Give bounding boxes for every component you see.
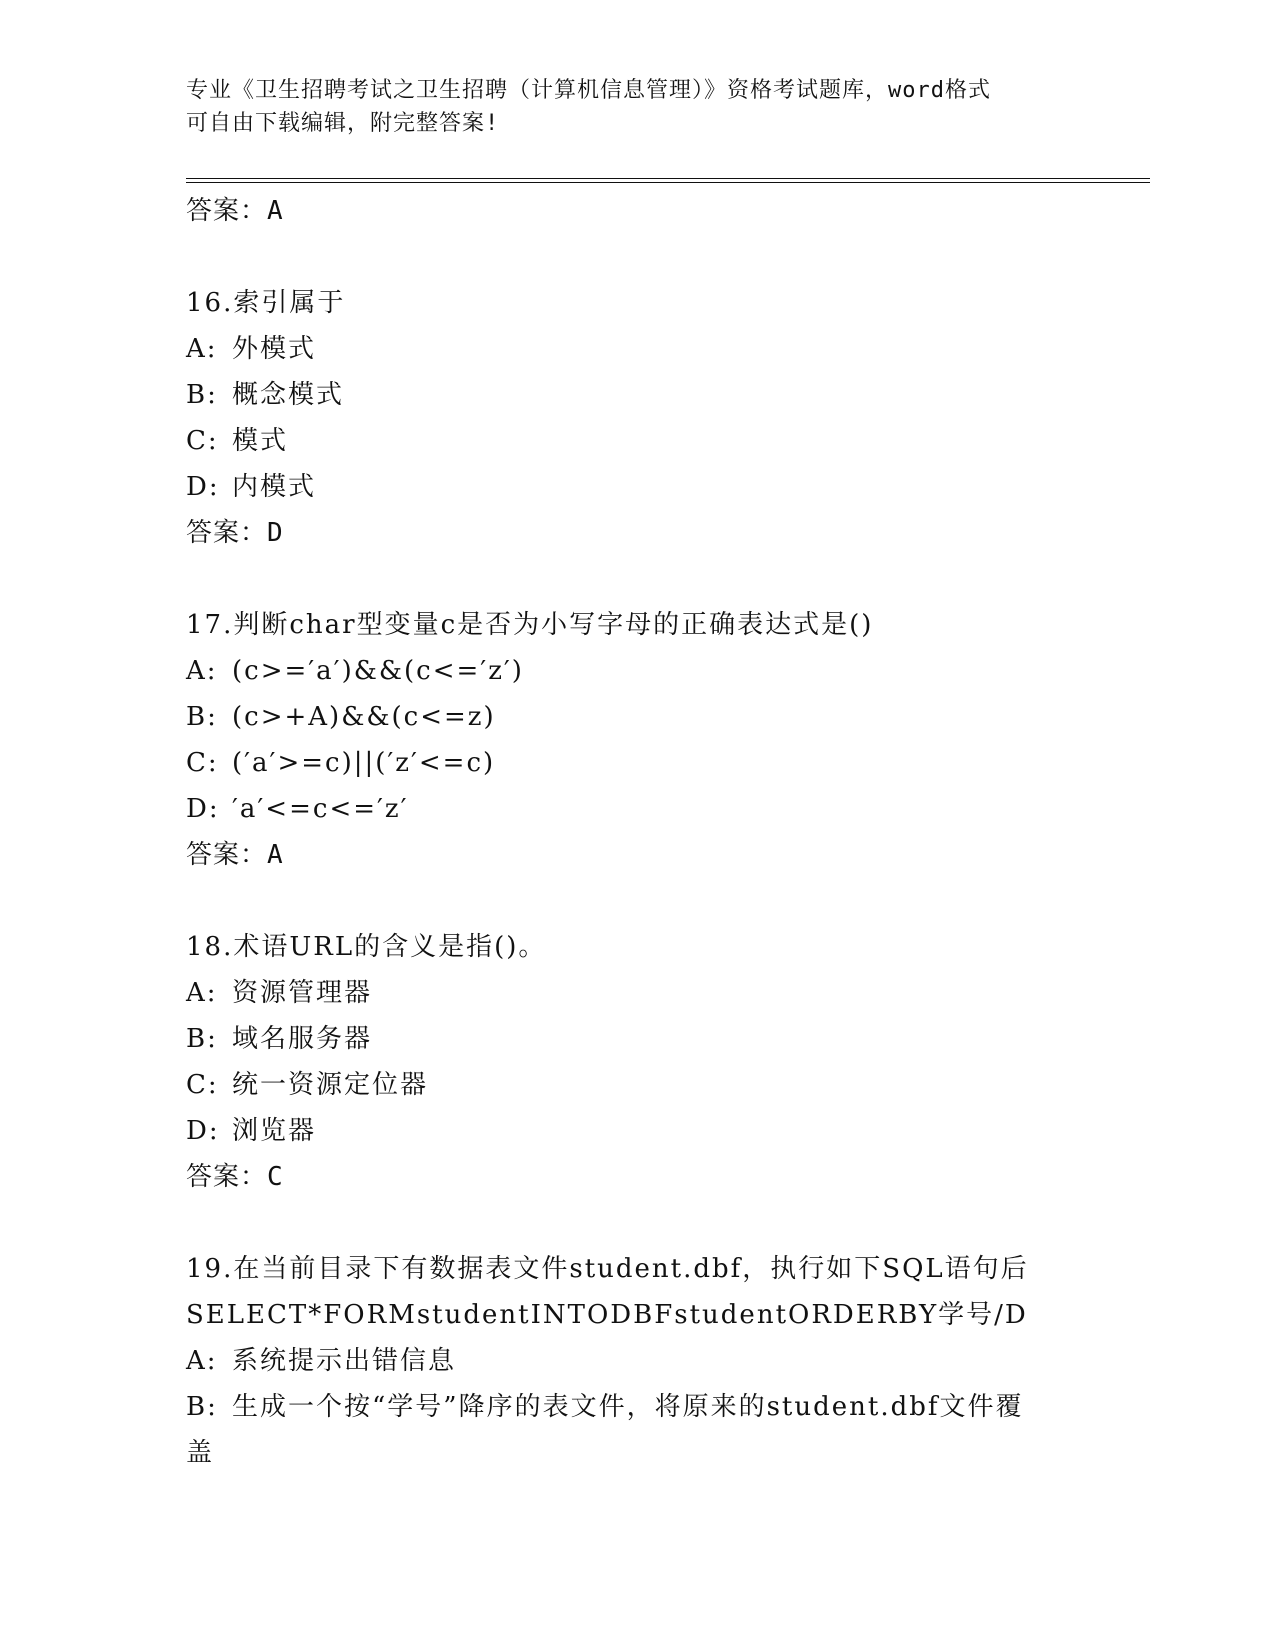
option-text: 统一资源定位器: [232, 1070, 429, 1100]
spacer: [186, 556, 1086, 602]
question-16: [186, 280, 1086, 556]
option-letter: D:: [186, 472, 220, 502]
option-letter: B:: [186, 380, 218, 410]
option-text: (c>=′a′)&&(c<=′z′): [232, 656, 524, 686]
option-text: 生成一个按“学号”降序的表文件，将原来的student.dbf文件覆: [232, 1392, 1024, 1422]
option-text: 概念模式: [232, 380, 345, 410]
answer-line: 答案：D: [186, 518, 284, 548]
option-c: [186, 1062, 1086, 1108]
option-b: [186, 372, 1086, 418]
question-stem: 18.术语URL的含义是指()。: [186, 932, 547, 962]
option-text: 资源管理器: [232, 978, 373, 1008]
answer-line: 答案：A: [186, 840, 284, 870]
option-text: 内模式: [232, 472, 317, 502]
option-c: [186, 740, 1086, 786]
option-letter: A:: [186, 656, 218, 686]
question-17: [186, 602, 1086, 878]
answer-line: 答案：A: [186, 196, 284, 226]
spacer: [186, 878, 1086, 924]
option-letter: B:: [186, 1392, 218, 1422]
option-a: [186, 1338, 1086, 1384]
option-text: 浏览器: [232, 1116, 317, 1146]
option-letter: A:: [186, 334, 218, 364]
spacer: [186, 234, 1086, 280]
option-letter: C:: [186, 426, 219, 456]
option-letter: C:: [186, 1070, 219, 1100]
option-text: (′a′>=c)||(′z′<=c): [232, 748, 496, 778]
option-text: 系统提示出错信息: [232, 1346, 457, 1376]
question-stem-continued: SELECT*FORMstudentINTODBFstudentORDERBY学号/D: [186, 1300, 1028, 1330]
option-c: [186, 418, 1086, 464]
question-19: [186, 1246, 1086, 1476]
answer-line: 答案：C: [186, 1162, 284, 1192]
option-a: [186, 326, 1086, 372]
option-text: 域名服务器: [232, 1024, 373, 1054]
option-d: [186, 464, 1086, 510]
question-stem: 16.索引属于: [186, 288, 346, 318]
question-18: [186, 924, 1086, 1200]
option-b-continued: 盖: [186, 1438, 215, 1468]
option-d: [186, 1108, 1086, 1154]
option-b: [186, 694, 1086, 740]
header-line-1: 专业《卫生招聘考试之卫生招聘（计算机信息管理）》资格考试题库，word格式: [186, 78, 991, 103]
option-text: (c>+A)&&(c<=z): [232, 702, 496, 732]
option-letter: B:: [186, 1024, 218, 1054]
option-d: [186, 786, 1086, 832]
option-text: 外模式: [232, 334, 317, 364]
option-b: [186, 1384, 1086, 1430]
option-text: 模式: [232, 426, 289, 456]
option-letter: B:: [186, 702, 218, 732]
question-list: [186, 188, 1086, 1476]
option-letter: D:: [186, 794, 220, 824]
spacer: [186, 1200, 1086, 1246]
option-b: [186, 1016, 1086, 1062]
option-letter: A:: [186, 978, 218, 1008]
question-stem: 17.判断char型变量c是否为小写字母的正确表达式是(): [186, 610, 874, 640]
option-text: ′a′<=c<=′z′: [232, 794, 409, 824]
header-rule-top: [186, 178, 1150, 179]
option-letter: D:: [186, 1116, 220, 1146]
header-line-2: 可自由下载编辑，附完整答案!: [186, 111, 500, 136]
header-rule-bottom: [186, 182, 1150, 183]
option-a: [186, 648, 1086, 694]
option-letter: A:: [186, 1346, 218, 1376]
option-a: [186, 970, 1086, 1016]
page-header: [186, 74, 1066, 140]
option-letter: C:: [186, 748, 219, 778]
question-stem: 19.在当前目录下有数据表文件student.dbf，执行如下SQL语句后: [186, 1254, 1029, 1284]
